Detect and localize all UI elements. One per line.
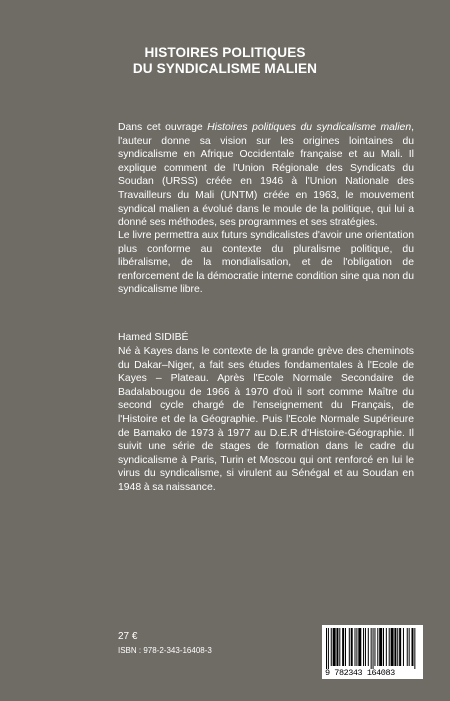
author-bio: Né à Kayes dans le contexte de la grande grève des cheminots du Dakar–Niger, a fait ses études fondamentales à l'Ecole de Kayes – Plateau. Après l'Ecole Normale Secondaire de Badalabougou de 1966 à 1970 d'où il sort comme Maître du second cycle chargé de l'enseignement du Français, de l'Histoire et de la Géographie. Puis l'Ecole Normale Supérieure de Bamako de 1973 à 1977 au D.E.R d'Histoire-Géographie. Il suivit une série de stages de formation dans le cadre du syndicalisme à Paris, Turin et Moscou qui ont renforcé en lui le virus du syndicalisme, si virulent au Sénégal et au Soudan en 1948 à sa naissance. [118,346,414,493]
barcode-bar [383,628,384,666]
barcode-bar [377,628,378,666]
barcode-bar [399,628,401,666]
barcode-digits: 9 782343 164083 [325,668,395,678]
summary-paragraph [118,121,414,230]
summary-book-title: Histoires politiques du syndicalisme malien [207,122,412,133]
barcode-bar [409,628,410,666]
barcode [322,625,423,679]
barcode-bar [407,628,408,666]
summary-body: , l'auteur donne sa vision sur les origines lointaines du syndicalisme en Afrique Occidentale française et au Mali. Il explique comment de l'Union Régionale des Syndicats du Soudan (URSS) créée en 1946 à l'Union Nationale des Travailleurs du Mali (UNTM) créée en 1963, le mouvement syndical malien a évolué dans le moule de la politique, qui lui a donné ses méthodes, ses programmes et ses stratégies. [118,122,414,229]
book-title [0,45,450,77]
barcode-bar [368,628,369,666]
barcode-bar [363,628,364,666]
barcode-bar [397,628,398,666]
barcode-bar [349,628,350,666]
book-title-line-1: HISTOIRES POLITIQUES [144,45,306,60]
barcode-bar [358,628,361,666]
barcode-bar [379,628,382,666]
barcode-bar [414,628,415,669]
barcode-bar [331,628,332,666]
barcode-bar [371,628,372,669]
summary-intro: Dans cet ouvrage [118,122,208,133]
barcode-bar [394,628,396,666]
isbn: ISBN : 978-2-343-16408-3 [118,646,212,655]
barcode-bar [342,628,344,666]
barcode-bar [355,628,356,666]
barcode-bar [356,628,357,666]
barcode-bar [403,628,404,666]
barcode-bar [386,628,387,666]
barcode-bar [336,628,338,666]
author-name: Hamed SIDIBÉ [118,332,189,343]
barcode-bar [412,628,414,666]
summary-second-paragraph: Le livre permettra aux futurs syndicalistes d'avoir une orientation plus conforme au contexte du pluralisme politique, du libéralisme, de la mondialisation, et de l'obligation de renforcement de la démocratie interne condition sine qua non du syndicalisme libre. [118,230,414,296]
book-title-line-2: DU SYNDICALISME MALIEN [132,61,318,76]
barcode-bar [373,628,374,669]
barcode-bar [333,628,336,666]
barcode-bar [365,628,366,666]
barcode-bar [391,628,394,666]
barcode-bar [351,628,353,666]
barcode-bar [328,628,329,669]
price: 27 € [118,631,138,642]
barcode-bar [374,628,375,666]
barcode-bars [322,625,423,670]
barcode-bar [345,628,346,666]
barcode-bar [339,628,340,666]
barcode-bar [326,628,327,669]
barcode-bar [389,628,390,666]
